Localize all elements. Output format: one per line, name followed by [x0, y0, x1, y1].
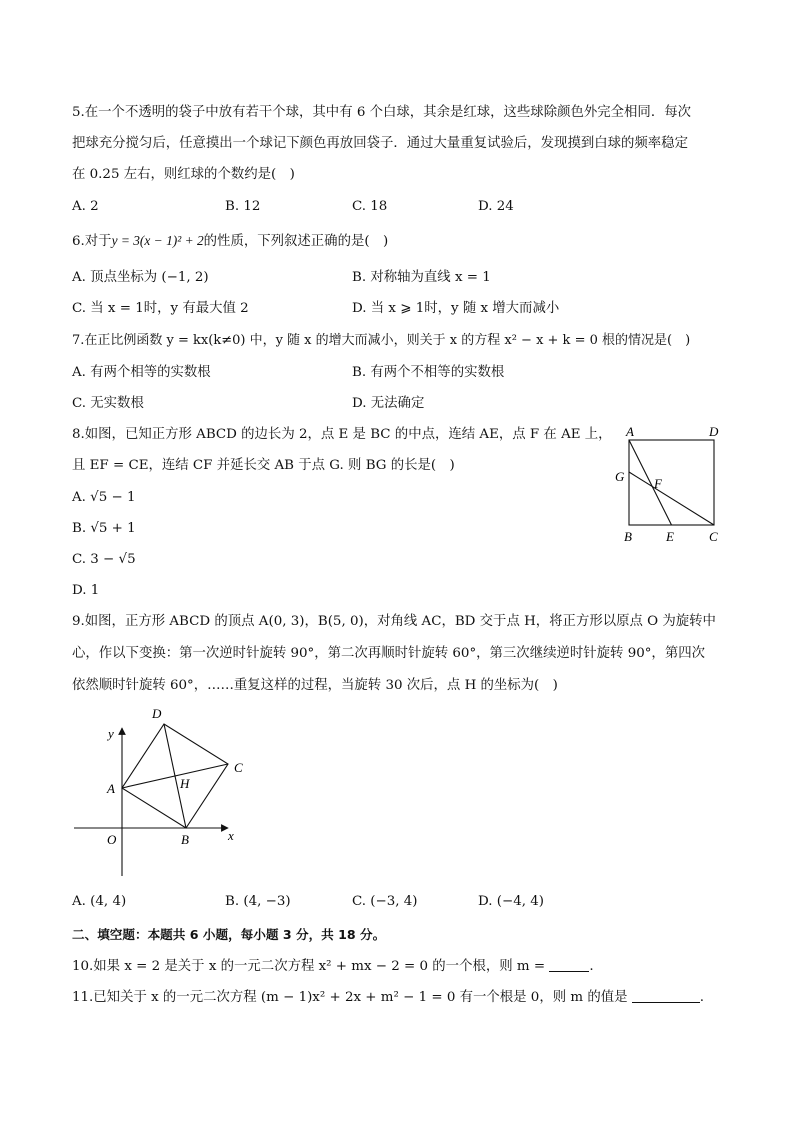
- q7-option-c: C. 无实数根: [72, 396, 144, 411]
- label-c: C: [234, 760, 243, 775]
- q5-option-d: D. 24: [478, 199, 514, 214]
- label-f: F: [654, 476, 662, 491]
- q6-option-b: B. 对称轴为直线 x = 1: [352, 270, 491, 285]
- q9-option-d: D. (−4, 4): [478, 894, 544, 909]
- q10-text: 10.如果 x = 2 是关于 x 的一元二次方程 x² + mx − 2 = 0 的一个根，则 m =: [72, 959, 546, 974]
- q9-option-a: A. (4, 4): [72, 894, 127, 909]
- q7-option-d: D. 无法确定: [352, 396, 425, 411]
- label-c: C: [709, 529, 718, 544]
- q5-line1: 5.在一个不透明的袋子中放有若干个球，其中有 6 个白球，其余是红球，这些球除颜色外完全相同．每次: [72, 105, 691, 120]
- q8-option-d: D. 1: [72, 583, 100, 598]
- q7-option-a: A. 有两个相等的实数根: [72, 365, 211, 380]
- q8-figure-square: [610, 422, 730, 546]
- q8-line1: 8.如图，已知正方形 ABCD 的边长为 2，点 E 是 BC 的中点，连结 AE，点 F 在 AE 上，: [72, 427, 612, 442]
- q9-line1: 9.如图，正方形 ABCD 的顶点 A(0, 3)，B(5, 0)，对角线 AC，BD 交于点 H，将正方形以原点 O 为旋转中: [72, 614, 716, 629]
- label-y: y: [108, 726, 114, 741]
- q10-end: .: [589, 959, 594, 974]
- q9-option-c: C. (−3, 4): [352, 894, 418, 909]
- label-b: B: [181, 832, 189, 847]
- q7-stem: 7.在正比例函数 y = kx(k≠0) 中，y 随 x 的增大而减小，则关于 x 的方程 x² − x + k = 0 根的情况是( ): [72, 333, 691, 348]
- q11-answer-blank[interactable]: [632, 988, 700, 1003]
- square-abcd: [629, 440, 714, 525]
- segment-cg: [629, 472, 714, 525]
- q9-option-b: B. (4, −3): [225, 894, 291, 909]
- q11-text: 11.已知关于 x 的一元二次方程 (m − 1)x² + 2x + m² − 1 = 0 有一个根是 0，则 m 的值是: [72, 990, 628, 1005]
- q6-suffix: 的性质，下列叙述正确的是( ): [203, 234, 389, 249]
- segment-ae: [629, 440, 672, 525]
- q7-option-b: B. 有两个不相等的实数根: [352, 365, 505, 380]
- label-d: D: [709, 424, 719, 439]
- q6-stem: [72, 232, 388, 251]
- q9-figure-coordinates: [68, 700, 258, 880]
- q5-line3: 在 0.25 左右，则红球的个数约是( ): [72, 167, 295, 182]
- section-heading: 二、填空题：本题共 6 小题，每小题 3 分，共 18 分。: [72, 927, 386, 942]
- q5-option-c: C. 18: [352, 199, 388, 214]
- q8-option-c: C. 3 − √5: [72, 552, 136, 567]
- q6-formula: y = 3(x − 1)² + 2: [111, 233, 204, 248]
- label-a: A: [626, 424, 634, 439]
- label-x: x: [228, 828, 234, 843]
- q9-line3: 依然顺时针旋转 60°，……重复这样的过程，当旋转 30 次后，点 H 的坐标为( ): [72, 678, 558, 693]
- q10-stem: [72, 957, 594, 976]
- q11-end: .: [699, 990, 705, 1005]
- q6-option-a: A. 顶点坐标为 (−1, 2): [72, 270, 209, 285]
- q10-answer-blank[interactable]: [549, 957, 589, 972]
- q6-option-c: C. 当 x = 1时，y 有最大值 2: [72, 301, 249, 316]
- label-b: B: [624, 529, 632, 544]
- label-d: D: [152, 706, 162, 721]
- label-e: E: [666, 529, 674, 544]
- label-o: O: [107, 832, 117, 847]
- label-g: G: [615, 469, 625, 484]
- q8-option-a: A. √5 − 1: [72, 490, 136, 505]
- label-a: A: [107, 781, 115, 796]
- q9-line2: 心，作以下变换：第一次逆时针旋转 90°，第二次再顺时针旋转 60°，第三次继续逆时针旋转 90°，第四次: [72, 646, 705, 661]
- q8-option-b: B. √5 + 1: [72, 521, 136, 536]
- q6-option-d: D. 当 x ⩾ 1时，y 随 x 增大而减小: [352, 301, 560, 316]
- q5-line2: 把球充分搅匀后，任意摸出一个球记下颜色再放回袋子．通过大量重复试验后，发现摸到白球的频率稳定: [72, 136, 688, 151]
- q5-option-a: A. 2: [72, 199, 99, 214]
- q11-stem: [72, 988, 704, 1007]
- label-h: H: [180, 776, 190, 791]
- q5-option-b: B. 12: [225, 199, 261, 214]
- q8-line2: 且 EF = CE，连结 CF 并延长交 AB 于点 G. 则 BG 的长是( ): [72, 458, 455, 473]
- q6-prefix: 6.对于: [72, 234, 112, 249]
